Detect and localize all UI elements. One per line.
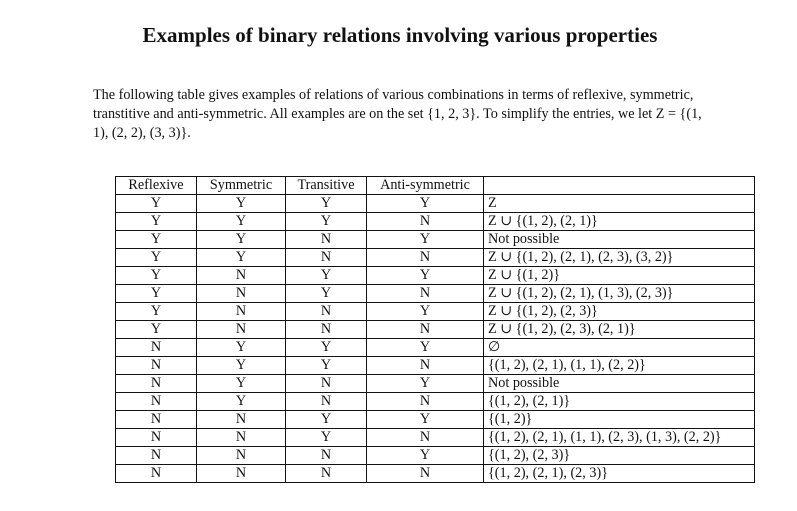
cell-transitive: Y xyxy=(286,339,367,357)
table-row xyxy=(116,411,755,429)
cell-example: {(1, 2), (2, 1)} xyxy=(484,393,755,411)
cell-example: {(1, 2)} xyxy=(484,411,755,429)
cell-symmetric: Y xyxy=(197,231,286,249)
cell-transitive: Y xyxy=(286,267,367,285)
cell-symmetric: Y xyxy=(197,195,286,213)
cell-anti-symmetric: Y xyxy=(367,231,484,249)
cell-example: {(1, 2), (2, 1), (2, 3)} xyxy=(484,465,755,483)
table-row xyxy=(116,393,755,411)
table-row xyxy=(116,249,755,267)
cell-transitive: Y xyxy=(286,411,367,429)
cell-reflexive: Y xyxy=(116,285,197,303)
table-row xyxy=(116,195,755,213)
cell-anti-symmetric: N xyxy=(367,357,484,375)
cell-example: Z ∪ {(1, 2), (2, 3)} xyxy=(484,303,755,321)
cell-anti-symmetric: Y xyxy=(367,339,484,357)
header-reflexive: Reflexive xyxy=(116,177,197,195)
cell-anti-symmetric: N xyxy=(367,321,484,339)
cell-anti-symmetric: Y xyxy=(367,411,484,429)
cell-symmetric: Y xyxy=(197,249,286,267)
cell-reflexive: Y xyxy=(116,213,197,231)
cell-transitive: Y xyxy=(286,213,367,231)
cell-example: ∅ xyxy=(484,339,755,357)
table-row xyxy=(116,465,755,483)
cell-transitive: Y xyxy=(286,285,367,303)
cell-anti-symmetric: Y xyxy=(367,303,484,321)
cell-transitive: Y xyxy=(286,357,367,375)
cell-example: {(1, 2), (2, 1), (1, 1), (2, 2)} xyxy=(484,357,755,375)
cell-symmetric: Y xyxy=(197,213,286,231)
cell-transitive: N xyxy=(286,465,367,483)
cell-symmetric: N xyxy=(197,303,286,321)
cell-transitive: N xyxy=(286,375,367,393)
cell-transitive: N xyxy=(286,393,367,411)
cell-anti-symmetric: N xyxy=(367,465,484,483)
cell-symmetric: N xyxy=(197,285,286,303)
cell-example: Z ∪ {(1, 2)} xyxy=(484,267,755,285)
cell-reflexive: Y xyxy=(116,249,197,267)
cell-anti-symmetric: N xyxy=(367,213,484,231)
table-row xyxy=(116,231,755,249)
cell-reflexive: N xyxy=(116,375,197,393)
page-title: Examples of binary relations involving various properties xyxy=(142,23,658,47)
table-row xyxy=(116,321,755,339)
table-row xyxy=(116,429,755,447)
cell-reflexive: Y xyxy=(116,267,197,285)
cell-anti-symmetric: N xyxy=(367,285,484,303)
table-row xyxy=(116,213,755,231)
cell-reflexive: Y xyxy=(116,303,197,321)
cell-symmetric: Y xyxy=(197,393,286,411)
cell-transitive: N xyxy=(286,321,367,339)
cell-anti-symmetric: Y xyxy=(367,195,484,213)
cell-reflexive: Y xyxy=(116,195,197,213)
cell-symmetric: N xyxy=(197,429,286,447)
intro-paragraph: The following table gives examples of relations of various combinations in terms of reflexive, symmetric, transtitive and anti-symmetric. All examples are on the set {1, 2, 3}. To simplify the entries, we let Z = {(1, 1), (2, 2), (3, 3)}. xyxy=(93,87,702,141)
table-row xyxy=(116,285,755,303)
table-row xyxy=(116,267,755,285)
table-row xyxy=(116,339,755,357)
cell-anti-symmetric: N xyxy=(367,429,484,447)
table-header-row xyxy=(116,177,755,195)
header-example xyxy=(484,177,755,195)
header-anti-symmetric: Anti-symmetric xyxy=(367,177,484,195)
cell-example: {(1, 2), (2, 1), (1, 1), (2, 3), (1, 3), (2, 2)} xyxy=(484,429,755,447)
cell-transitive: Y xyxy=(286,195,367,213)
cell-example: Not possible xyxy=(484,231,755,249)
cell-example: {(1, 2), (2, 3)} xyxy=(484,447,755,465)
cell-reflexive: Y xyxy=(116,321,197,339)
cell-reflexive: N xyxy=(116,411,197,429)
cell-symmetric: N xyxy=(197,465,286,483)
cell-reflexive: N xyxy=(116,429,197,447)
cell-transitive: N xyxy=(286,231,367,249)
cell-example: Z ∪ {(1, 2), (2, 1), (2, 3), (3, 2)} xyxy=(484,249,755,267)
cell-anti-symmetric: Y xyxy=(367,267,484,285)
cell-reflexive: N xyxy=(116,393,197,411)
cell-transitive: N xyxy=(286,447,367,465)
cell-reflexive: N xyxy=(116,357,197,375)
cell-transitive: N xyxy=(286,249,367,267)
cell-symmetric: N xyxy=(197,321,286,339)
cell-example: Z xyxy=(484,195,755,213)
table-row xyxy=(116,447,755,465)
cell-anti-symmetric: N xyxy=(367,249,484,267)
cell-example: Z ∪ {(1, 2), (2, 3), (2, 1)} xyxy=(484,321,755,339)
cell-example: Z ∪ {(1, 2), (2, 1)} xyxy=(484,213,755,231)
cell-reflexive: N xyxy=(116,339,197,357)
relations-table xyxy=(115,176,755,483)
cell-example: Not possible xyxy=(484,375,755,393)
cell-example: Z ∪ {(1, 2), (2, 1), (1, 3), (2, 3)} xyxy=(484,285,755,303)
cell-anti-symmetric: N xyxy=(367,393,484,411)
cell-symmetric: Y xyxy=(197,357,286,375)
cell-symmetric: Y xyxy=(197,375,286,393)
cell-symmetric: N xyxy=(197,267,286,285)
header-transitive: Transitive xyxy=(286,177,367,195)
cell-symmetric: N xyxy=(197,411,286,429)
cell-reflexive: N xyxy=(116,447,197,465)
cell-anti-symmetric: Y xyxy=(367,375,484,393)
cell-symmetric: Y xyxy=(197,339,286,357)
table-row xyxy=(116,375,755,393)
cell-reflexive: Y xyxy=(116,231,197,249)
cell-symmetric: N xyxy=(197,447,286,465)
cell-transitive: N xyxy=(286,303,367,321)
cell-reflexive: N xyxy=(116,465,197,483)
table-row xyxy=(116,303,755,321)
table-row xyxy=(116,357,755,375)
cell-transitive: Y xyxy=(286,429,367,447)
cell-anti-symmetric: Y xyxy=(367,447,484,465)
header-symmetric: Symmetric xyxy=(197,177,286,195)
